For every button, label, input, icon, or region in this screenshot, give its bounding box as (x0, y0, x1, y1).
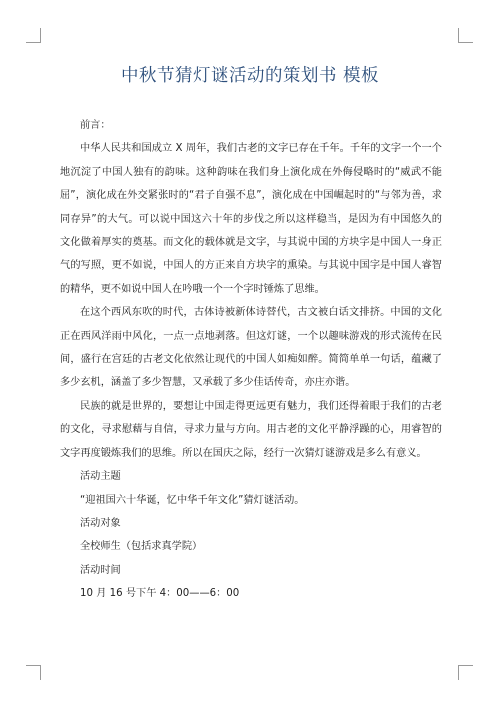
preface-paragraph-1: 中华人民共和国成立 X 周年，我们古老的文字已存在千年。千年的文字一个一个地沉淀了中国人独有的韵味。这种韵味在我们身上演化成在外侮侵略时的“威武不能屈”，演化成在外交紧张时的“君子自强不息”，演化成在中国崛起时的“与邻为善，求同存异”的大气。可以说中国这六十年的步伐之所以这样稳当，是因为有中国悠久的文化做着厚实的奠基。而文化的载体就是文字，与其说中国的方块字是中国人一身正气的写照，更不如说，中国人的方正来自方块字的熏染。与其说中国字是中国人睿智的精华，更不如说中国人在吟哦一个一个字时锤炼了思维。 (60, 143, 442, 295)
section-body-audience: 全校师生（包括求真学院） (80, 541, 203, 553)
document-body (60, 114, 442, 606)
document-title: 中秋节猜灯谜活动的策划书 模板 (120, 66, 380, 86)
section-body-time: 10 月 16 号下午 4：00——6：00 (80, 588, 240, 600)
crop-mark-top-left (26, 28, 41, 43)
section-heading-time: 活动时间 (80, 564, 121, 576)
crop-mark-bottom-left (26, 665, 41, 680)
crop-mark-top-right (458, 28, 473, 43)
section-heading-theme: 活动主题 (80, 471, 121, 483)
section-heading-audience: 活动对象 (80, 517, 121, 529)
section-body-theme: “迎祖国六十华诞，忆中华千年文化”猜灯谜活动。 (80, 494, 305, 506)
crop-mark-bottom-right (458, 665, 473, 680)
preface-paragraph-3: 民族的就是世界的，要想让中国走得更远更有魅力，我们还得着眼于我们的古老的文化，寻求慰藉与自信，寻求力量与方向。用古老的文化平静浮躁的心，用睿智的文字再度锻炼我们的思维。所以在国庆之际，经行一次猜灯谜游戏是多么有意义。 (60, 400, 442, 459)
preface-paragraph-2: 在这个西风东吹的时代，古体诗被新体诗替代，古文被白话文排挤。中国的文化正在西风洋雨中风化，一点一点地剥落。但这灯谜，一个以趣味游戏的形式流传在民间，盛行在宫廷的古老文化依然让现代的中国人如痴如醉。简简单单一句话，蕴藏了多少玄机，涵盖了多少智慧，又承载了多少佳话传奇，亦庄亦谐。 (60, 307, 442, 389)
preface-label: 前言： (80, 120, 111, 131)
